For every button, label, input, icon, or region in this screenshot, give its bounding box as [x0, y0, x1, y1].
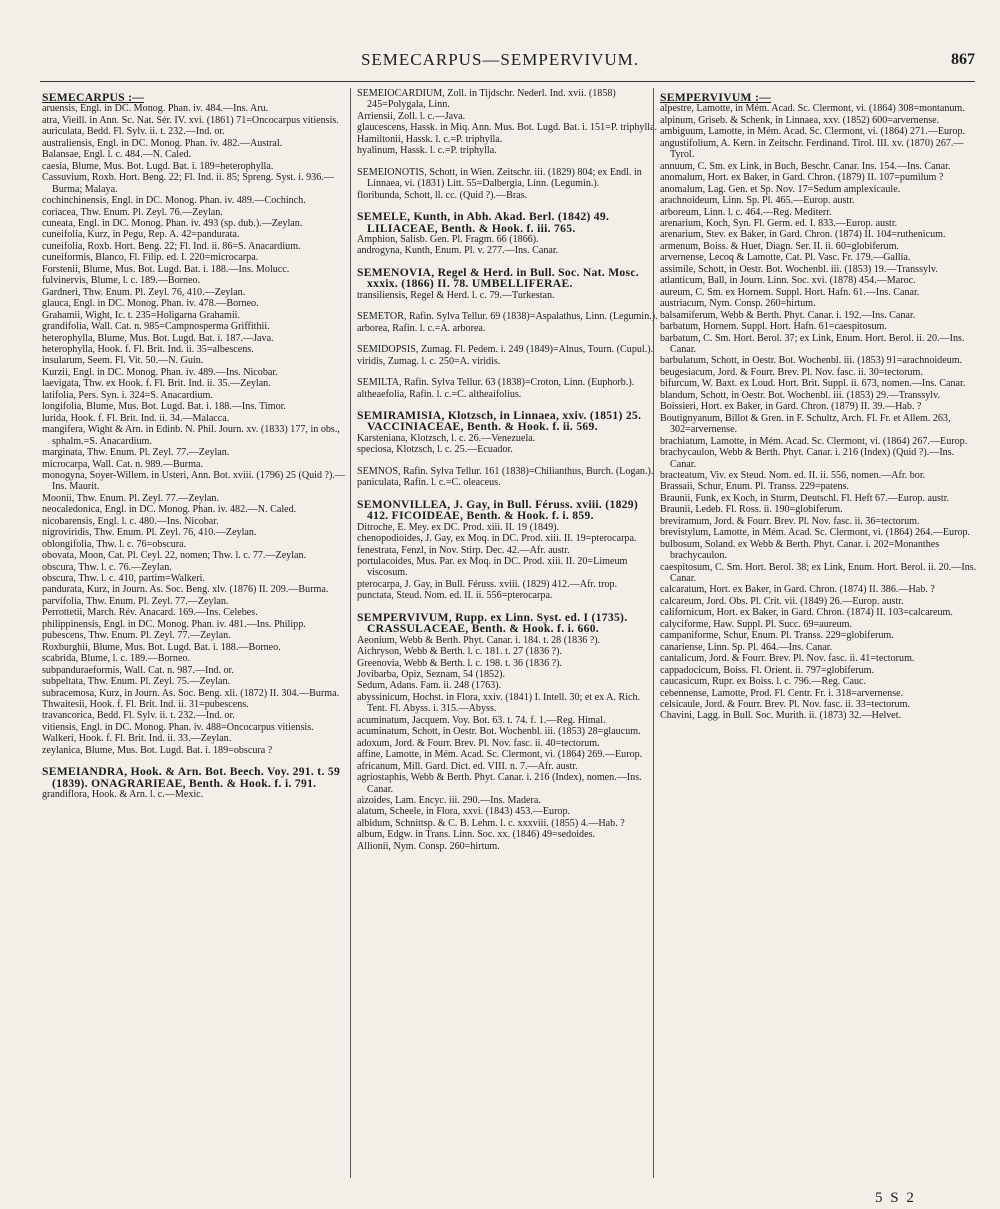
species-entry: heterophylla, Hook. f. Fl. Brit. Ind. ii. 35=albescens. — [42, 343, 254, 355]
species-entry: Kurzii, Engl. in DC. Monog. Phan. iv. 489.—Ins. Nicobar. — [42, 366, 278, 378]
species-entry: canariense, Linn. Sp. Pl. 464.—Ins. Canar. — [660, 641, 833, 653]
species-entry: anomalum, Hort. ex Baker, in Gard. Chron. (1879) II. 107=pumilum ? — [660, 172, 944, 184]
species-entry: pubescens, Thw. Enum. Pl. Zeyl. 77.—Zeylan. — [42, 630, 231, 642]
genus-block — [357, 167, 662, 201]
species-entry: album, Edgw. in Trans. Linn. Soc. xx. (1846) 49=sedoides. — [357, 829, 596, 841]
species-entry: calyciforme, Haw. Suppl. Pl. Succ. 69=aureum. — [660, 618, 853, 630]
species-entry: brachiatum, Lamotte, in Mém. Acad. Sc. Clermont, vi. (1864) 267.—Europ. — [660, 435, 968, 447]
species-entry: australiensis, Engl. in DC. Monog. Phan. iv. 482.—Austral. — [42, 137, 283, 149]
species-entry: transiliensis, Regel & Herd. l. c. 79.—Turkestan. — [357, 289, 555, 301]
species-entry: SEMEIOCARDIUM, Zoll. in Tijdschr. Nederl. Ind. xvii. (1858) 245=Polygala, Linn. — [357, 88, 616, 111]
genus-heading: SEMPERVIVUM :— — [660, 91, 772, 104]
genus-block — [42, 766, 347, 800]
species-entry: Braunii, Funk, ex Koch, in Sturm, Deutschl. Fl. Heft 67.—Europ. austr. — [660, 492, 950, 504]
species-entry: adoxum, Jord. & Fourr. Brev. Pl. Nov. fasc. ii. 40=tectorum. — [357, 737, 600, 749]
species-entry: fulvinervis, Blume, l. c. 189.—Borneo. — [42, 275, 201, 287]
species-entry: barbatum, C. Sm. Hort. Berol. 37; ex Link, Enum. Hort. Berol. ii. 20.—Ins. Canar. — [660, 332, 965, 355]
species-entry: caespitosum, C. Sm. Hort. Berol. 38; ex Link, Enum. Hort. Berol. ii. 20.—Ins. Canar. — [660, 561, 977, 585]
species-entry: subpanduraeformis, Wall. Cat. n. 987.—Ind. or. — [42, 664, 234, 676]
species-entry: Sedum, Adans. Fam. ii. 248 (1763). — [357, 680, 502, 692]
species-entry: californicum, Hort. ex Baker, in Gard. Chron. (1874) II. 103=calcareum. — [660, 607, 953, 619]
species-entry: acuminatum, Schott, in Oestr. Bot. Wochenbl. iii. (1853) 28=glaucum. — [357, 726, 641, 738]
genus-heading: SEMELE, Kunth, in Abh. Akad. Berl. (1842) 49. LILIACEAE, Benth. & Hook. f. iii. 765. — [357, 210, 610, 235]
genus-block — [357, 410, 662, 456]
species-entry: arenarium, Stev. ex Baker, in Gard. Chron. (1874) II. 104=ruthenicum. — [660, 229, 946, 241]
species-entry: aizoides, Lam. Encyc. iii. 290.—Ins. Madera. — [357, 795, 541, 807]
species-entry: cuneifolia, Kurz, in Pegu, Rep. A. 42=pandurata. — [42, 229, 240, 241]
species-entry: cuneifolia, Roxb. Hort. Beng. 22; Fl. Ind. ii. 86=S. Anacardium. — [42, 240, 301, 252]
species-entry: nicobarensis, Engl. l. c. 480.—Ins. Nicobar. — [42, 515, 219, 527]
species-entry: barbulatum, Schott, in Oestr. Bot. Wochenbl. iii. (1853) 91=arachnoideum. — [660, 355, 963, 367]
species-entry: abyssinicum, Hochst. in Flora, xxiv. (1841) I. Intell. 30; et ex A. Rich. Tent. Fl. Abyss. i. 315.—Abyss. — [357, 691, 641, 715]
genus-block — [357, 344, 662, 367]
species-entry: longifolia, Blume, Mus. Bot. Lugd. Bat. i. 188.—Ins. Timor. — [42, 401, 286, 413]
species-entry: SEMIDOPSIS, Zumag. Fl. Pedem. i. 249 (1849)=Alnus, Tourn. (Cupul.). — [357, 344, 654, 356]
species-entry: altheaefolia, Rafin. l. c.=C. altheaifolius. — [357, 388, 522, 400]
species-entry: armenum, Boiss. & Huet, Diagn. Ser. II. ii. 60=globiferum. — [660, 240, 899, 252]
species-entry: angustifolium, A. Kern. in Zeitschr. Ferdinand. Tirol. III. xv. (1870) 267.—Tyrol. — [660, 137, 964, 161]
species-entry: Boutignyanum, Billot & Gren. in F. Schultz, Arch. Fl. Fr. et Allem. 263, 302=arvernense. — [660, 412, 951, 436]
species-entry: arenarium, Koch, Syn. Fl. Germ. ed. I. 833.—Europ. austr. — [660, 217, 898, 229]
species-entry: cuneiformis, Blanco, Fl. Filip. ed. I. 220=microcarpa. — [42, 252, 259, 264]
species-entry: anomalum, Lag. Gen. et Sp. Nov. 17=Sedum amplexicaule. — [660, 183, 901, 195]
species-entry: alpinum, Griseb. & Schenk, in Linnaea, xxv. (1852) 600=arvernense. — [660, 114, 940, 126]
species-entry: Walkeri, Hook. f. Fl. Brit. Ind. ii. 33.—Zeylan. — [42, 733, 232, 745]
species-entry: vitiensis, Engl. in DC. Monog. Phan. iv. 488=Oncocarpus vitiensis. — [42, 721, 314, 733]
species-entry: Boissieri, Hort. ex Baker, in Gard. Chron. (1879) II. 39.—Hab. ? — [660, 401, 922, 413]
species-entry: cochinchinensis, Engl. in DC. Monog. Phan. iv. 489.—Cochinch. — [42, 195, 306, 207]
species-entry: Gardneri, Thw. Enum. Pl. Zeyl. 76, 410.—Zeylan. — [42, 286, 246, 298]
species-entry: zeylanica, Blume, Mus. Bot. Lugd. Bat. i. 189=obscura ? — [42, 744, 273, 756]
species-entry: Forstenii, Blume, Mus. Bot. Lugd. Bat. i. 188.—Ins. Molucc. — [42, 263, 290, 275]
species-entry: androgyna, Kunth, Enum. Pl. v. 277.—Ins. Canar. — [357, 245, 559, 257]
species-entry: neocaledonica, Engl. in DC. Monog. Phan. iv. 482.—N. Caled. — [42, 504, 297, 516]
species-entry: Chavini, Lagg. in Bull. Soc. Murith. ii. (1873) 32.—Helvet. — [660, 710, 902, 722]
species-entry: arboreum, Linn. l. c. 464.—Reg. Mediterr. — [660, 206, 832, 218]
species-entry: beugesiacum, Jord. & Fourr. Brev. Pl. Nov. fasc. ii. 30=tectorum. — [660, 366, 923, 378]
species-entry: Ditroche, E. Mey. ex DC. Prod. xiii. II. 19 (1849). — [357, 521, 560, 533]
species-entry: breviramum, Jord. & Fourr. Brev. Pl. Nov. fasc. ii. 36=tectorum. — [660, 515, 920, 527]
genus-block — [357, 612, 662, 853]
species-entry: glaucescens, Hassk. in Miq. Ann. Mus. Bot. Lugd. Bat. i. 151=P. triphylla. — [357, 122, 658, 134]
species-entry: cuneata, Engl. in DC. Monog. Phan. iv. 493 (sp. dub.).—Zeylan. — [42, 217, 303, 229]
species-entry: philippinensis, Engl. in DC. Monog. Phan. iv. 481.—Ins. Philipp. — [42, 618, 306, 630]
species-entry: cantalicum, Jord. & Fourr. Brev. Pl. Nov. fasc. ii. 41=tectorum. — [660, 653, 915, 665]
genus-block — [42, 92, 347, 756]
species-entry: latifolia, Pers. Syn. i. 324=S. Anacardium. — [42, 389, 213, 401]
species-entry: obscura, Thw. l. c. 76.—Zeylan. — [42, 561, 172, 573]
species-entry: scabrida, Blume, l. c. 189.—Borneo. — [42, 653, 191, 665]
species-entry: caucasicum, Rupr. ex Boiss. l. c. 796.—Reg. Cauc. — [660, 676, 867, 688]
species-entry: paniculata, Rafin. l. c.=C. oleaceus. — [357, 477, 501, 489]
species-entry: nigroviridis, Thw. Enum. Pl. Zeyl. 76, 410.—Zeylan. — [42, 527, 257, 539]
species-entry: grandiflora, Hook. & Arn. l. c.—Mexic. — [42, 789, 204, 801]
genus-block — [357, 377, 662, 400]
species-entry: SEMETOR, Rafin. Sylva Tellur. 69 (1838)=Aspalathus, Linn. (Legumin.). — [357, 311, 658, 323]
species-entry: cebennense, Lamotte, Prod. Fl. Centr. Fr. i. 318=arvernense. — [660, 687, 904, 699]
species-entry: Thwaitesii, Hook. f. Fl. Brit. Ind. ii. 31=pubescens. — [42, 699, 249, 711]
species-entry: monogyna, Soyer-Willem. in Usteri, Ann. Bot. xviii. (1796) 25 (Quid ?).—Ins. Maurit. — [42, 469, 346, 493]
species-entry: SEMEIONOTIS, Schott, in Wien. Zeitschr. iii. (1829) 804; ex Endl. in Linnaea, vi. (1831) Litt. 55=Dalbergia, Linn. (Legumin.). — [357, 166, 642, 190]
species-entry: viridis, Zumag. l. c. 250=A. viridis. — [357, 355, 501, 367]
species-entry: hyalinum, Hassk. l. c.=P. triphylla. — [357, 145, 497, 157]
page-number: 867 — [951, 51, 975, 68]
species-entry: arborea, Rafin. l. c.=A. arborea. — [357, 322, 486, 334]
species-entry: chenopodioides, J. Gay, ex Moq. in DC. Prod. xiii. II. 19=pterocarpa. — [357, 533, 637, 545]
species-entry: Grahamii, Wight, Ic. t. 235=Holigarna Grahamii. — [42, 309, 240, 321]
genus-heading: SEMONVILLEA, J. Gay, in Bull. Féruss. xviii. (1829) 412. FICOIDEAE, Benth. & Hook. f. i. 859. — [357, 497, 639, 523]
species-entry: Brassaii, Schur, Enum. Pl. Transs. 229=patens. — [660, 481, 849, 493]
species-entry: obscura, Thw. l. c. 410, partim=Walkeri. — [42, 573, 205, 585]
genus-block — [357, 211, 662, 257]
species-entry: obovata, Moon, Cat. Pl. Ceyl. 22, nomen; Thw. l. c. 77.—Zeylan. — [42, 550, 307, 562]
species-entry: insularum, Seem. Fl. Vit. 50.—N. Guin. — [42, 355, 204, 367]
species-entry: Jovibarba, Opiz, Seznam, 54 (1852). — [357, 669, 506, 681]
species-entry: Karsteniana, Klotzsch, l. c. 26.—Venezuela. — [357, 432, 536, 444]
species-entry: calcareum, Jord. Obs. Pl. Crit. vii. (1849) 26.—Europ. austr. — [660, 595, 904, 607]
species-entry: SEMNOS, Rafin. Sylva Tellur. 161 (1838)=Chilianthus, Burch. (Logan.). — [357, 465, 654, 477]
species-entry: coriacea, Thw. Enum. Pl. Zeyl. 76.—Zeylan. — [42, 206, 223, 218]
species-entry: aureum, C. Sm. ex Hornem. Suppl. Hort. Hafn. 61.—Ins. Canar. — [660, 286, 920, 298]
genus-block — [357, 466, 662, 489]
species-entry: Amphion, Salisb. Gen. Pl. Fragm. 66 (1866). — [357, 233, 539, 245]
species-entry: Greenovia, Webb & Berth. l. c. 198. t. 36 (1836 ?). — [357, 657, 563, 669]
species-entry: glauca, Engl. in DC. Monog. Phan. iv. 478.—Borneo. — [42, 298, 259, 310]
column-1 — [42, 88, 347, 811]
species-entry: annuum, C. Sm. ex Link, in Buch, Beschr. Canar. Ins. 154.—Ins. Canar. — [660, 160, 951, 172]
species-entry: affine, Lamotte, in Mém. Acad. Sc. Clermont, vi. (1864) 269.—Europ. — [357, 749, 643, 761]
genus-block — [357, 311, 662, 334]
species-entry: pterocarpa, J. Gay, in Bull. Féruss. xviii. (1829) 412.—Afr. trop. — [357, 578, 618, 590]
species-entry: heterophylla, Blume, Mus. Bot. Lugd. Bat. i. 187.—Java. — [42, 332, 274, 344]
species-entry: Perrottetii, March. Rév. Anacard. 169.—Ins. Celebes. — [42, 607, 258, 619]
species-entry: travancorica, Bedd. Fl. Sylv. ii. t. 232.—Ind. or. — [42, 710, 235, 722]
species-entry: bracteatum, Viv. ex Steud. Nom. ed. II. ii. 556, nomen.—Afr. bor. — [660, 469, 926, 481]
species-entry: speciosa, Klotzsch, l. c. 25.—Ecuador. — [357, 444, 513, 456]
species-entry: celsicaule, Jord. & Fourr. Brev. Pl. Nov. fasc. ii. 33=tectorum. — [660, 699, 910, 711]
species-entry: Aichryson, Webb & Berth. l. c. 181. t. 27 (1836 ?). — [357, 646, 563, 658]
species-entry: cappadocicum, Boiss. Fl. Orient. ii. 797=globiferum. — [660, 664, 874, 676]
species-entry: Cassuvium, Roxb. Hort. Beng. 22; Fl. Ind. ii. 85; Spreng. Syst. i. 936.—Burma; Malaya. — [42, 172, 334, 195]
species-entry: floribunda, Schott, ll. cc. (Quid ?).—Bras. — [357, 189, 528, 201]
species-entry: albidum, Schnittsp. & C. B. Lehm. l. c. xxxviii. (1855) 4.—Hab. ? — [357, 817, 625, 829]
species-entry: Arriensii, Zoll. l. c.—Java. — [357, 110, 466, 122]
species-entry: alpestre, Lamotte, in Mém. Acad. Sc. Clermont, vi. (1864) 308=montanum. — [660, 103, 965, 115]
genus-heading: SEMIRAMISIA, Klotzsch, in Linnaea, xxiv. (1851) 25. VACCINIACEAE, Benth. & Hook. f. ii. 569. — [357, 408, 642, 434]
species-entry: lurida, Hook. f. Fl. Brit. Ind. ii. 34.—Malacca. — [42, 412, 230, 424]
genus-block — [357, 267, 662, 301]
species-entry: oblongifolia, Thw. l. c. 76=obscura. — [42, 538, 187, 550]
species-entry: atra, Vieill. in Ann. Sc. Nat. Sér. IV. xvi. (1861) 71=Oncocarpus vitiensis. — [42, 114, 339, 126]
species-entry: ambiguum, Lamotte, in Mém. Acad. Sc. Clermont, vi. (1864) 271.—Europ. — [660, 126, 966, 138]
species-entry: Hamiltonii, Hassk. l. c.=P. triphylla. — [357, 133, 503, 145]
species-entry: portulacoides, Mus. Par. ex Moq. in DC. Prod. xiii. II. 20=Limeum viscosum. — [357, 555, 628, 579]
species-entry: barbatum, Hornem. Suppl. Hort. Hafn. 61=caespitosum. — [660, 321, 887, 333]
genus-block — [357, 88, 662, 157]
species-entry: Allionii, Nym. Consp. 260=hirtum. — [357, 840, 500, 852]
species-entry: Braunii, Ledeb. Fl. Ross. ii. 190=globiferum. — [660, 504, 843, 516]
species-entry: parvifolia, Thw. Enum. Pl. Zeyl. 77.—Zeylan. — [42, 595, 229, 607]
species-entry: marginata, Thw. Enum. Pl. Zeyl. 77.—Zeylan. — [42, 447, 230, 459]
species-entry: subracemosa, Kurz, in Journ. As. Soc. Beng. xli. (1872) II. 304.—Burma. — [42, 687, 340, 699]
species-entry: Roxburghii, Blume, Mus. Bot. Lugd. Bat. i. 188.—Borneo. — [42, 641, 281, 653]
species-entry: bulbosum, Soland. ex Webb & Berth. Phyt. Canar. i. 202=Monanthes brachycaulon. — [660, 538, 940, 562]
species-entry: atlanticum, Ball, in Journ. Linn. Soc. xvi. (1878) 454.—Maroc. — [660, 275, 916, 287]
species-entry: aruensis, Engl. in DC. Monog. Phan. iv. 484.—Ins. Aru. — [42, 103, 269, 115]
species-entry: pandurata, Kurz, in Journ. As. Soc. Beng. xlv. (1876) II. 209.—Burma. — [42, 584, 329, 596]
species-entry: auriculata, Bedd. Fl. Sylv. ii. t. 232.—Ind. or. — [42, 126, 225, 138]
species-entry: Moonii, Thw. Enum. Pl. Zeyl. 77.—Zeylan. — [42, 492, 219, 504]
species-entry: balsamiferum, Webb & Berth. Phyt. Canar. i. 192.—Ins. Canar. — [660, 309, 916, 321]
column-2 — [357, 88, 662, 862]
species-entry: microcarpa, Wall. Cat. n. 989.—Burma. — [42, 458, 204, 470]
genus-heading: SEMENOVIA, Regel & Herd. in Bull. Soc. Nat. Mosc. xxxix. (1866) II. 78. UMBELLIFERAE. — [357, 265, 639, 291]
species-entry: campaniforme, Schur, Enum. Pl. Transs. 229=globiferum. — [660, 630, 894, 642]
species-entry: arachnoideum, Linn. Sp. Pl. 465.—Europ. austr. — [660, 195, 855, 207]
column-divider — [350, 88, 351, 1178]
species-entry: laevigata, Thw. ex Hook. f. Fl. Brit. Ind. ii. 35.—Zeylan. — [42, 378, 271, 390]
genus-block — [357, 499, 662, 602]
signature-mark: 5 S 2 — [875, 1190, 916, 1206]
species-entry: agriostaphis, Webb & Berth. Phyt. Canar. i. 216 (Index), nomen.—Ins. Canar. — [357, 772, 642, 795]
genus-block — [660, 92, 978, 722]
running-head: SEMECARPUS—SEMPERVIVUM. — [360, 50, 640, 69]
species-entry: arvernense, Lecoq & Lamotte, Cat. Pl. Vasc. Fr. 179.—Gallia. — [660, 252, 911, 264]
species-entry: africanum, Mill. Gard. Dict. ed. VIII. n. 7.—Afr. austr. — [357, 760, 578, 772]
species-entry: brevistylum, Lamotte, in Mém. Acad. Sc. Clermont, vi. (1864) 264.—Europ. — [660, 527, 971, 539]
species-entry: blandum, Schott, in Oestr. Bot. Wochenbl. iii. (1853) 29.—Transsylv. — [660, 389, 941, 401]
species-entry: austriacum, Nym. Consp. 260=hirtum. — [660, 298, 816, 310]
genus-heading: SEMPERVIVUM, Rupp. ex Linn. Syst. ed. I (1735). CRASSULACEAE, Benth. & Hook. f. i. 660. — [357, 610, 628, 636]
species-entry: assimile, Schott, in Oestr. Bot. Wochenbl. iii. (1853) 19.—Transsylv. — [660, 263, 938, 275]
species-entry: punctata, Steud. Nom. ed. II. ii. 556=pterocarpa. — [357, 590, 553, 602]
species-entry: Aeonium, Webb & Berth. Phyt. Canar. i. 184. t. 28 (1836 ?). — [357, 634, 601, 646]
column-divider — [653, 88, 654, 1178]
species-entry: fenestrata, Fenzl, in Nov. Stirp. Dec. 42.—Afr. austr. — [357, 544, 570, 556]
column-3 — [660, 88, 978, 732]
species-entry: acuminatum, Jacquem. Voy. Bot. 63. t. 74. f. 1.—Reg. Himal. — [357, 714, 606, 726]
species-entry: calcaratum, Hort. ex Baker, in Gard. Chron. (1874) II. 386.—Hab. ? — [660, 584, 935, 596]
species-entry: alatum, Scheele, in Flora, xxvi. (1843) 453.—Europ. — [357, 806, 571, 818]
species-entry: SEMILTA, Rafin. Sylva Tellur. 63 (1838)=Croton, Linn. (Euphorb.). — [357, 377, 635, 389]
species-entry: grandifolia, Wall. Cat. n. 985=Campnosperma Griffithii. — [42, 321, 270, 333]
species-entry: brachycaulon, Webb & Berth. Phyt. Canar. i. 216 (Index) (Quid ?).—Ins. Canar. — [660, 447, 955, 470]
header-rule — [40, 81, 975, 82]
species-entry: Balansae, Engl. l. c. 484.—N. Caled. — [42, 149, 192, 161]
species-entry: mangifera, Wight & Arn. in Edinb. N. Phil. Journ. xv. (1833) 177, in obs., sphalm.=S. Anacardium. — [42, 424, 340, 447]
species-entry: subpeltata, Thw. Enum. Pl. Zeyl. 75.—Zeylan. — [42, 676, 231, 688]
genus-heading: SEMEIANDRA, Hook. & Arn. Bot. Beech. Voy. 291. t. 59 (1839). ONAGRARIEAE, Benth. & Hook. f. i. 791. — [42, 765, 341, 790]
species-entry: caesia, Blume, Mus. Bot. Lugd. Bat. i. 189=heterophylla. — [42, 160, 274, 172]
genus-heading: SEMECARPUS :— — [42, 91, 145, 104]
species-entry: bifurcum, W. Baxt. ex Loud. Hort. Brit. Suppl. ii. 673, nomen.—Ins. Canar. — [660, 378, 966, 390]
